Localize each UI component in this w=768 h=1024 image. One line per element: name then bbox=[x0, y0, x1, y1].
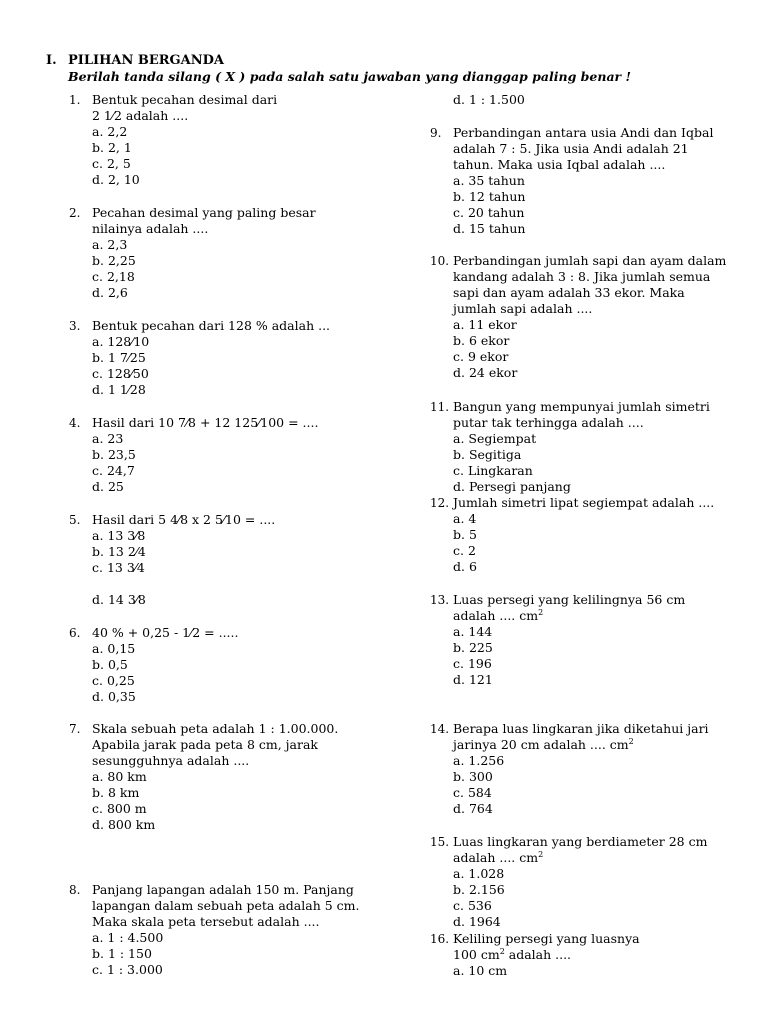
option-a[interactable]: a. 2,2 bbox=[92, 124, 128, 139]
question-stem: Skala sebuah peta adalah 1 : 1.00.000. Apabila jarak pada peta 8 cm, jarak sesungguhnya adalah .... bbox=[92, 721, 339, 768]
question-stem: Panjang lapangan adalah 150 m. Panjang lapangan dalam sebuah peta adalah 5 cm. Maka skala peta tersebut adalah .... bbox=[92, 882, 360, 929]
option-a[interactable]: a. 13 3⁄8 bbox=[92, 528, 146, 543]
option-d[interactable]: d. 24 ekor bbox=[453, 365, 518, 380]
option-d[interactable]: d. 25 bbox=[92, 479, 124, 494]
option-b[interactable]: b. 2.156 bbox=[453, 882, 505, 897]
question-stem bbox=[453, 592, 685, 624]
superscript: 2 bbox=[628, 736, 634, 746]
option-b[interactable]: b. 6 ekor bbox=[453, 333, 510, 348]
stem-line-2: adalah .... cm bbox=[453, 850, 539, 865]
option-d[interactable]: d. 800 km bbox=[92, 817, 156, 832]
question-number: 6. bbox=[69, 626, 81, 640]
option-a[interactable]: a. 1.256 bbox=[453, 753, 505, 768]
option-b[interactable]: b. 2,25 bbox=[92, 253, 136, 268]
question-stem: Bangun yang mempunyai jumlah simetri putar tak terhingga adalah .... bbox=[453, 399, 710, 430]
option-a[interactable]: a. 1 : 4.500 bbox=[92, 930, 164, 945]
stem-line-1: Luas persegi yang kelilingnya 56 cm bbox=[453, 592, 686, 607]
option-d[interactable]: d. 0,35 bbox=[92, 689, 136, 704]
option-c[interactable]: c. 20 tahun bbox=[453, 205, 525, 220]
option-c[interactable]: c. 128⁄50 bbox=[92, 366, 149, 381]
section-instruction: Berilah tanda silang ( X ) pada salah satu jawaban yang dianggap paling benar ! bbox=[68, 69, 631, 84]
question-11 bbox=[430, 399, 710, 495]
stem-line-2: 100 cm bbox=[453, 947, 500, 962]
question-4 bbox=[69, 415, 318, 495]
stem-line-2: jarinya 20 cm adalah .... cm bbox=[453, 737, 629, 752]
section-number: I. bbox=[46, 53, 57, 68]
option-b[interactable]: b. 300 bbox=[453, 769, 493, 784]
option-b[interactable]: b. 8 km bbox=[92, 785, 140, 800]
option-d[interactable]: d. 1 : 1.500 bbox=[453, 92, 525, 107]
question-16 bbox=[430, 931, 640, 979]
question-number: 8. bbox=[69, 883, 81, 897]
option-a[interactable]: a. 2,3 bbox=[92, 237, 128, 252]
question-number: 16. bbox=[430, 932, 450, 946]
option-c[interactable]: c. 536 bbox=[453, 898, 492, 913]
option-a[interactable]: a. 0,15 bbox=[92, 641, 136, 656]
question-5 bbox=[69, 512, 275, 608]
option-a[interactable]: a. 35 tahun bbox=[453, 173, 525, 188]
question-number: 9. bbox=[430, 126, 442, 140]
question-12 bbox=[430, 495, 714, 575]
section-heading bbox=[46, 53, 224, 68]
question-number: 5. bbox=[69, 513, 81, 527]
question-number: 15. bbox=[430, 835, 450, 849]
option-c[interactable]: c. 9 ekor bbox=[453, 349, 509, 364]
question-number: 10. bbox=[430, 254, 450, 268]
question-number: 12. bbox=[430, 496, 450, 510]
question-stem: Pecahan desimal yang paling besar nilainya adalah .... bbox=[92, 205, 316, 236]
option-b[interactable]: b. 1 : 150 bbox=[92, 946, 152, 961]
option-d[interactable]: d. 121 bbox=[453, 672, 493, 687]
question-1 bbox=[69, 92, 277, 188]
option-c[interactable]: c. 13 3⁄4 bbox=[92, 560, 145, 575]
option-c[interactable]: c. 0,25 bbox=[92, 673, 135, 688]
question-9 bbox=[430, 125, 713, 237]
option-d[interactable]: d. 764 bbox=[453, 801, 493, 816]
option-b[interactable]: b. 2, 1 bbox=[92, 140, 132, 155]
option-d[interactable]: d. 1 1⁄28 bbox=[92, 382, 146, 397]
option-d[interactable]: d. 6 bbox=[453, 559, 477, 574]
question-stem: Perbandingan antara usia Andi dan Iqbal adalah 7 : 5. Jika usia Andi adalah 21 tahun. Maka usia Iqbal adalah .... bbox=[453, 125, 714, 172]
option-d[interactable]: d. 2,6 bbox=[92, 285, 128, 300]
question-stem: Hasil dari 5 4⁄8 x 2 5⁄10 = .... bbox=[92, 512, 276, 527]
stem-line-1: Keliling persegi yang luasnya bbox=[453, 931, 640, 946]
option-a[interactable]: a. 1.028 bbox=[453, 866, 505, 881]
stem-line-2-tail: adalah .... bbox=[504, 947, 572, 962]
question-stem: Bentuk pecahan desimal dari 2 1⁄2 adalah .... bbox=[92, 92, 278, 123]
question-3 bbox=[69, 318, 330, 398]
stem-line-1: Berapa luas lingkaran jika diketahui jari bbox=[453, 721, 709, 736]
option-c[interactable]: c. 584 bbox=[453, 785, 492, 800]
option-c[interactable]: c. 196 bbox=[453, 656, 492, 671]
option-a[interactable]: a. 23 bbox=[92, 431, 124, 446]
question-10 bbox=[430, 253, 726, 381]
stem-line-2: adalah .... cm bbox=[453, 608, 539, 623]
question-number: 1. bbox=[69, 93, 81, 107]
option-a[interactable]: a. Segiempat bbox=[453, 431, 537, 446]
option-d[interactable]: d. 15 tahun bbox=[453, 221, 526, 236]
option-c[interactable]: c. 2,18 bbox=[92, 269, 135, 284]
question-stem: Bentuk pecahan dari 128 % adalah ... bbox=[92, 318, 331, 333]
superscript: 2 bbox=[538, 607, 544, 617]
option-b[interactable]: b. 1 7⁄25 bbox=[92, 350, 146, 365]
question-6 bbox=[69, 625, 238, 705]
option-b[interactable]: b. Segitiga bbox=[453, 447, 522, 462]
question-stem bbox=[453, 721, 709, 753]
option-b[interactable]: b. 12 tahun bbox=[453, 189, 526, 204]
option-d[interactable]: d. 1964 bbox=[453, 914, 501, 929]
option-c[interactable]: c. 800 m bbox=[92, 801, 147, 816]
superscript: 2 bbox=[538, 849, 544, 859]
option-b[interactable]: b. 23,5 bbox=[92, 447, 136, 462]
question-15 bbox=[430, 834, 707, 930]
question-stem bbox=[453, 931, 640, 963]
superscript: 2 bbox=[499, 946, 505, 956]
question-2 bbox=[69, 205, 316, 301]
option-a[interactable]: a. 144 bbox=[453, 624, 493, 639]
question-7 bbox=[69, 721, 338, 833]
question-stem: Jumlah simetri lipat segiempat adalah .... bbox=[453, 495, 715, 510]
option-d[interactable]: d. 14 3⁄8 bbox=[92, 592, 146, 607]
question-number: 2. bbox=[69, 206, 81, 220]
option-b[interactable]: b. 0,5 bbox=[92, 657, 128, 672]
option-d[interactable]: d. Persegi panjang bbox=[453, 479, 571, 494]
stem-line-1: Luas lingkaran yang berdiameter 28 cm bbox=[453, 834, 708, 849]
question-number: 3. bbox=[69, 319, 81, 333]
option-a[interactable]: a. 11 ekor bbox=[453, 317, 517, 332]
question-number: 7. bbox=[69, 722, 81, 736]
option-b[interactable]: b. 5 bbox=[453, 527, 477, 542]
question-stem: Perbandingan jumlah sapi dan ayam dalam kandang adalah 3 : 8. Jika jumlah semua sapi dan ayam adalah 33 ekor. Maka jumlah sapi adalah .... bbox=[453, 253, 727, 316]
question-stem: Hasil dari 10 7⁄8 + 12 125⁄100 = .... bbox=[92, 415, 319, 430]
option-c[interactable]: c. 2, 5 bbox=[92, 156, 131, 171]
option-c[interactable]: c. Lingkaran bbox=[453, 463, 533, 478]
section-title: PILIHAN BERGANDA bbox=[68, 53, 224, 68]
option-d[interactable]: d. 2, 10 bbox=[92, 172, 140, 187]
option-c[interactable]: c. 24,7 bbox=[92, 463, 135, 478]
question-13 bbox=[430, 592, 685, 688]
question-number: 14. bbox=[430, 722, 450, 736]
option-b[interactable]: b. 225 bbox=[453, 640, 493, 655]
question-number: 4. bbox=[69, 416, 81, 430]
option-c[interactable]: c. 1 : 3.000 bbox=[92, 962, 163, 977]
option-a[interactable]: a. 128⁄10 bbox=[92, 334, 150, 349]
question-number: 13. bbox=[430, 593, 450, 607]
question-stem: 40 % + 0,25 - 1⁄2 = ..... bbox=[92, 625, 239, 640]
option-b[interactable]: b. 13 2⁄4 bbox=[92, 544, 146, 559]
question-8 bbox=[69, 882, 360, 978]
question-8-continued bbox=[430, 92, 525, 108]
option-a[interactable]: a. 4 bbox=[453, 511, 477, 526]
question-14 bbox=[430, 721, 709, 817]
option-c[interactable]: c. 2 bbox=[453, 543, 476, 558]
option-a[interactable]: a. 10 cm bbox=[453, 963, 508, 978]
question-stem bbox=[453, 834, 707, 866]
option-a[interactable]: a. 80 km bbox=[92, 769, 147, 784]
question-number: 11. bbox=[430, 400, 450, 414]
